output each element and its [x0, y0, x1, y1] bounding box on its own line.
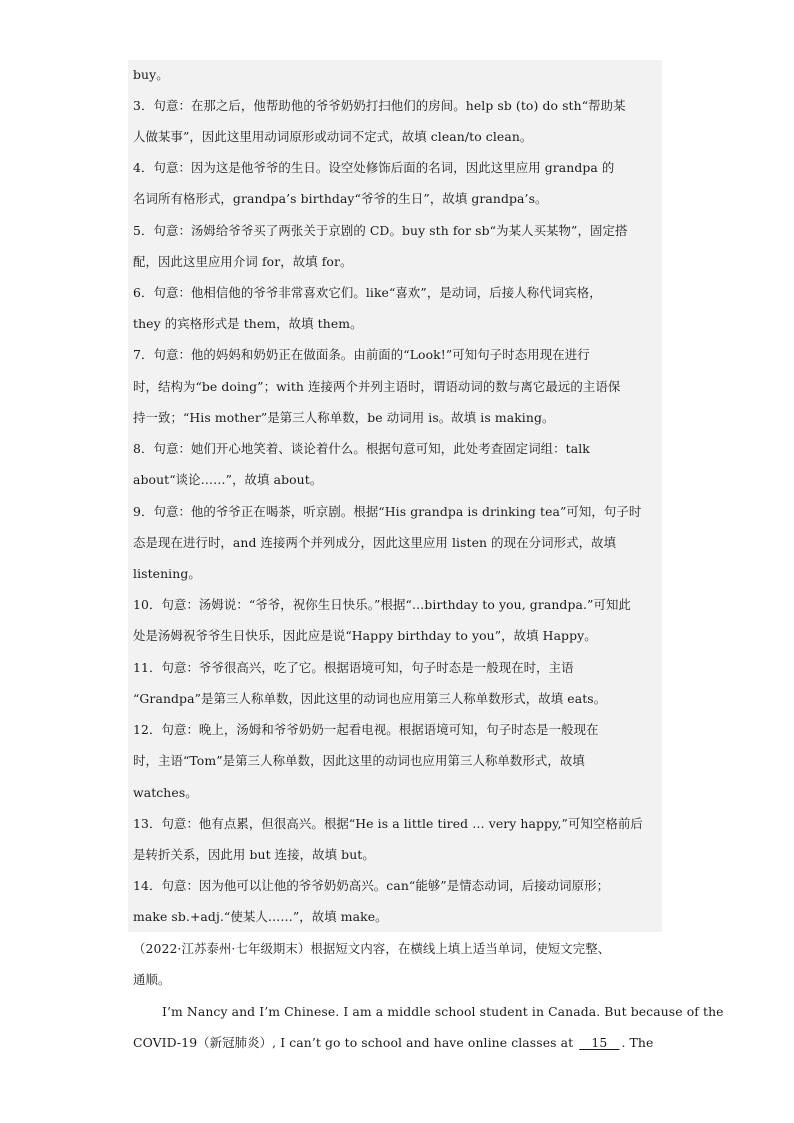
answer-line: 持一致；“His mother”是第三人称单数，be 动词用 is。故填 is making。 [133, 410, 555, 425]
answer-line: 时，主语“Tom”是第三人称单数，因此这里的动词也应用第三人称单数形式，故填 [133, 753, 585, 768]
answer-line: listening。 [133, 566, 201, 581]
answer-line: 6．句意：他相信他的爷爷非常喜欢它们。like“喜欢”，是动词，后接人称代词宾格， [133, 285, 602, 300]
answer-line: 5．句意：汤姆给爷爷买了两张关于京剧的 CD。buy sth for sb“为某人买某物”，固定搭 [133, 223, 628, 238]
answer-line: 名词所有格形式，grandpa’s birthday“爷爷的生日”，故填 grandpa’s。 [133, 191, 548, 206]
answer-line: 13．句意：他有点累，但很高兴。根据“He is a little tired … very happy,”可知空格前后 [133, 816, 643, 831]
question-instruction-continued: 通顺。 [133, 972, 171, 987]
answer-line: 11．句意：爷爷很高兴，吃了它。根据语境可知，句子时态是一般现在时，主语 [133, 660, 574, 675]
answer-line: they 的宾格形式是 them，故填 them。 [133, 316, 363, 331]
passage-text: . The [621, 1035, 654, 1050]
answer-line: 配，因此这里应用介词 for，故填 for。 [133, 254, 353, 269]
answer-line: 人做某事”，因此这里用动词原形或动词不定式，故填 clean/to clean。 [133, 129, 533, 144]
answer-line: make sb.+adj.“使某人……”，故填 make。 [133, 909, 388, 924]
passage-text: COVID-19（新冠肺炎）, I can’t go to school and have online classes at [133, 1035, 578, 1050]
passage-line [133, 1034, 653, 1052]
passage-line: I’m Nancy and I’m Chinese. I am a middle school student in Canada. But because of the [162, 1004, 724, 1019]
answer-line: 10．句意：汤姆说：“爷爷，祝你生日快乐。”根据“…birthday to you, grandpa.”可知此 [133, 597, 631, 612]
answer-line: buy。 [133, 67, 169, 82]
answer-line: 12．句意：晚上，汤姆和爷爷奶奶一起看电视。根据语境可知，句子时态是一般现在 [133, 722, 599, 737]
answer-line: 态是现在进行时，and 连接两个并列成分，因此这里应用 listen 的现在分词形式，故填 [133, 535, 617, 550]
answer-line: 处是汤姆祝爷爷生日快乐，因此应是说“Happy birthday to you”，故填 Happy。 [133, 628, 597, 643]
answer-line: 4．句意：因为这是他爷爷的生日。设空处修饰后面的名词，因此这里应用 grandpa 的 [133, 160, 615, 175]
answer-line: 3．句意：在那之后，他帮助他的爷爷奶奶打扫他们的房间。help sb (to) do sth“帮助某 [133, 98, 626, 113]
answer-line: 时，结构为“be doing”；with 连接两个并列主语时，谓语动词的数与离它最远的主语保 [133, 379, 621, 394]
answer-line: 7．句意：他的妈妈和奶奶正在做面条。由前面的“Look!”可知句子时态用现在进行 [133, 347, 590, 362]
answer-line: 9．句意：他的爷爷正在喝茶，听京剧。根据“His grandpa is drinking tea”可知，句子时 [133, 504, 642, 519]
answer-line: 8．句意：她们开心地笑着、谈论着什么。根据句意可知，此处考查固定词组：talk [133, 441, 590, 456]
answer-line: 14．句意：因为他可以让他的爷爷奶奶高兴。can“能够”是情态动词，后接动词原形； [133, 878, 610, 893]
answer-line: “Grandpa”是第三人称单数，因此这里的动词也应用第三人称单数形式，故填 eats。 [133, 691, 607, 706]
answer-line: about“谈论……”，故填 about。 [133, 472, 323, 487]
answer-line: 是转折关系，因此用 but 连接，故填 but。 [133, 847, 375, 862]
answer-line: watches。 [133, 785, 198, 800]
question-instruction: （2022·江苏泰州·七年级期末）根据短文内容，在横线上填上适当单词，使短文完整、 [133, 941, 611, 956]
blank-15[interactable]: 15 [579, 1035, 620, 1050]
